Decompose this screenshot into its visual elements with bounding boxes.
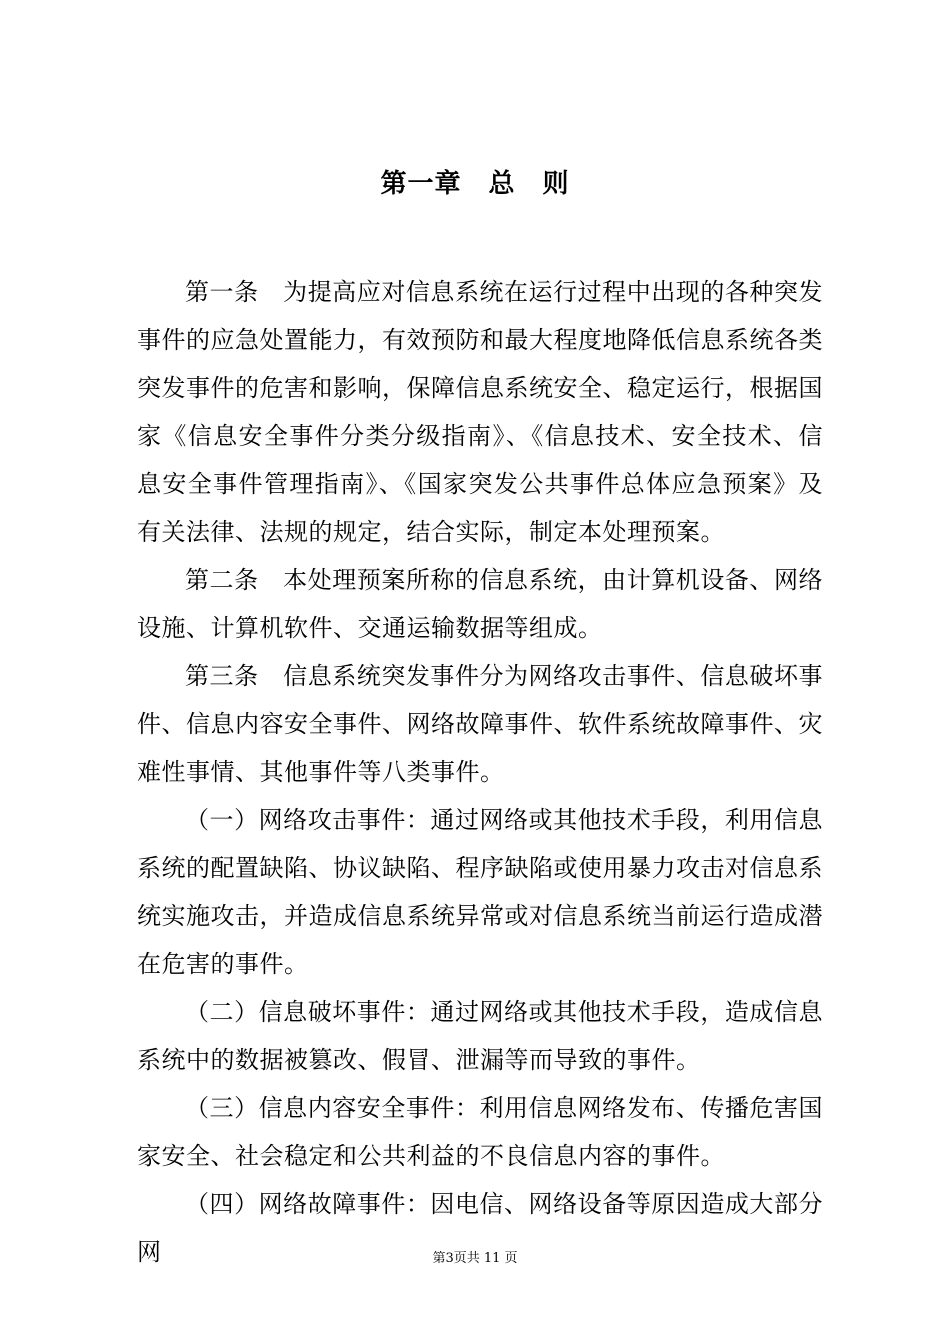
article-3-paragraph: 第三条 信息系统突发事件分为网络攻击事件、信息破坏事件、信息内容安全事件、网络故障事件、软件系统故障事件、灾难性事情、其他事件等八类事件。 [137,662,823,786]
item-4-paragraph: （四）网络故障事件：因电信、网络设备等原因造成大部分网 [137,1190,823,1266]
item-3-paragraph: （三）信息内容安全事件：利用信息网络发布、传播危害国家安全、社会稳定和公共利益的不良信息内容的事件。 [137,1094,823,1170]
article-1-paragraph: 第一条 为提高应对信息系统在运行过程中出现的各种突发事件的应急处置能力，有效预防和最大程度地降低信息系统各类突发事件的危害和影响，保障信息系统安全、稳定运行，根据国家《信息安全事件分类分级指南》、《信息技术、安全技术、信息安全事件管理指南》、《国家突发公共事件总体应急预案》及有关法律、法规的规定，结合实际，制定本处理预案。 [137,278,823,546]
item-1-paragraph: （一）网络攻击事件：通过网络或其他技术手段，利用信息系统的配置缺陷、协议缺陷、程序缺陷或使用暴力攻击对信息系统实施攻击，并造成信息系统异常或对信息系统当前运行造成潜在危害的事件。 [137,806,823,978]
page-number-footer: 第3页共 11 页 [432,1251,518,1266]
chapter-title: 第一章 总 则 [380,169,570,199]
article-2-paragraph: 第二条 本处理预案所称的信息系统，由计算机设备、网络设施、计算机软件、交通运输数据等组成。 [137,566,823,642]
item-2-paragraph: （二）信息破坏事件：通过网络或其他技术手段，造成信息系统中的数据被篡改、假冒、泄漏等而导致的事件。 [137,998,823,1074]
document-body [137,268,823,1276]
